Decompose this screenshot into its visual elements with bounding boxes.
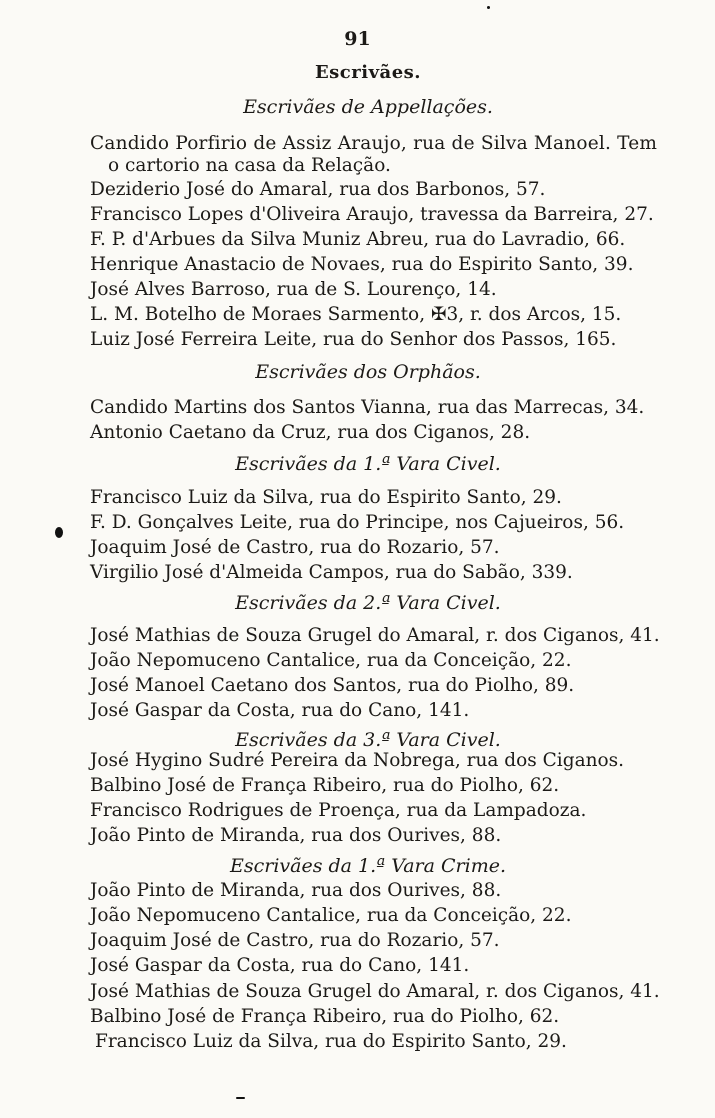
entry-line: L. M. Botelho de Moraes Sarmento, ✠3, r. dos Arcos, 15. [90,304,622,325]
entry-line: Deziderio José do Amaral, rua dos Barbonos, 57. [90,179,546,200]
page-number: 91 [344,28,371,50]
ink-blot [55,527,63,538]
section-heading-orphaos: Escrivães dos Orphãos. [255,361,481,383]
entry-line: José Gaspar da Costa, rua do Cano, 141. [90,955,470,976]
entry-line: José Hygino Sudré Pereira da Nobrega, rua dos Ciganos. [90,750,625,771]
section-heading-3-vara-civel: Escrivães da 3.ª Vara Civel. [235,729,501,751]
entry-line: Francisco Luiz da Silva, rua do Espirito Santo, 29. [95,1031,567,1052]
entry-line: José Alves Barroso, rua de S. Lourenço, 14. [90,279,497,300]
section-heading-2-vara-civel: Escrivães da 2.ª Vara Civel. [235,592,501,614]
entry-line: Joaquim José de Castro, rua do Rozario, 57. [90,537,500,558]
entry-line: José Gaspar da Costa, rua do Cano, 141. [90,700,470,721]
entry-line: José Manoel Caetano dos Santos, rua do Piolho, 89. [90,675,575,696]
entry-line: Francisco Rodrigues de Proença, rua da Lampadoza. [90,800,587,821]
entry-line: João Nepomuceno Cantalice, rua da Conceição, 22. [90,650,572,671]
entry-line: Antonio Caetano da Cruz, rua dos Ciganos, 28. [90,422,531,443]
entry-line: F. D. Gonçalves Leite, rua do Principe, nos Cajueiros, 56. [90,512,625,533]
entry-line: Candido Porfirio de Assiz Araujo, rua de Silva Manoel. Tem [90,133,658,154]
entry-line: Luiz José Ferreira Leite, rua do Senhor dos Passos, 165. [90,329,617,350]
entry-line: Joaquim José de Castro, rua do Rozario, 57. [90,930,500,951]
section-heading-1-vara-crime: Escrivães da 1.ª Vara Crime. [230,855,506,877]
entry-line: Balbino José de França Ribeiro, rua do Piolho, 62. [90,1006,560,1027]
entry-line: João Nepomuceno Cantalice, rua da Conceição, 22. [90,905,572,926]
entry-line: Virgilio José d'Almeida Campos, rua do Sabão, 339. [90,562,573,583]
entry-line: Francisco Lopes d'Oliveira Araujo, travessa da Barreira, 27. [90,204,654,225]
ink-speck [236,1097,245,1099]
entry-line: Balbino José de França Ribeiro, rua do Piolho, 62. [90,775,560,796]
entry-line: José Mathias de Souza Grugel do Amaral, r. dos Ciganos, 41. [90,625,660,646]
page-title: Escrivães. [314,62,422,83]
section-heading-appellacoes: Escrivães de Appellações. [243,96,493,118]
entry-line: o cartorio na casa da Relação. [108,155,391,176]
entry-line: José Mathias de Souza Grugel do Amaral, r. dos Ciganos, 41. [90,981,660,1002]
entry-line: Francisco Luiz da Silva, rua do Espirito Santo, 29. [90,487,562,508]
entry-line: João Pinto de Miranda, rua dos Ourives, 88. [90,880,502,901]
entry-line: Candido Martins dos Santos Vianna, rua das Marrecas, 34. [90,397,645,418]
ink-speck [487,6,490,9]
entry-line: F. P. d'Arbues da Silva Muniz Abreu, rua do Lavradio, 66. [90,229,626,250]
entry-line: João Pinto de Miranda, rua dos Ourives, 88. [90,825,502,846]
section-heading-1-vara-civel: Escrivães da 1.ª Vara Civel. [235,453,501,475]
entry-line: Henrique Anastacio de Novaes, rua do Espirito Santo, 39. [90,254,634,275]
